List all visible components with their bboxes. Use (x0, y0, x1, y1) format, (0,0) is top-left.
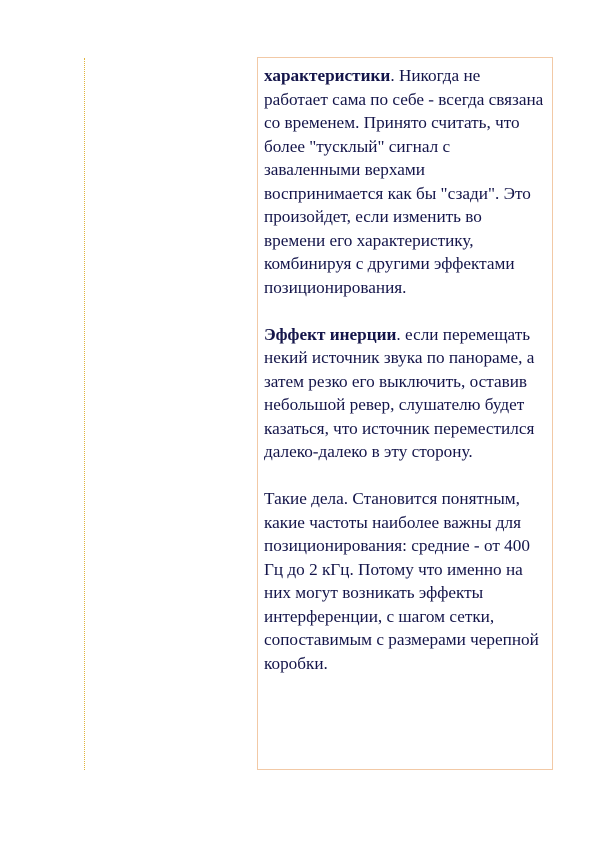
paragraph-conclusion-text: Такие дела. Становится понятным, какие частоты наиболее важны для позиционирования: средние - от 400 Гц до 2 кГц. Потому что именно на них могут возникать эффекты интерференции, с шагом сетки, сопоставимым с размерами черепной коробки. (264, 489, 539, 673)
text-column (257, 57, 553, 770)
paragraph-characteristics-text: . Никогда не работает сама по себе - всегда связана со временем. Принято считать, что более "тусклый" сигнал с заваленными верхами воспринимается как бы "сзади". Это произойдет, если изменить во времени его характеристику, комбинируя с другими эффектами позиционирования. (264, 66, 544, 297)
paragraph-inertia-effect (264, 323, 546, 464)
term-characteristics: характеристики (264, 66, 391, 85)
paragraph-characteristics (264, 64, 546, 299)
paragraph-inertia-effect-text: . если перемещать некий источник звука по панораме, а затем резко его выключить, оставив небольшой ревер, слушателю будет казаться, что источник переместился далеко-далеко в эту сторону. (264, 324, 535, 461)
paragraph-conclusion (264, 487, 546, 675)
term-inertia-effect: Эффект инерции (264, 324, 397, 344)
margin-rule (84, 58, 85, 770)
